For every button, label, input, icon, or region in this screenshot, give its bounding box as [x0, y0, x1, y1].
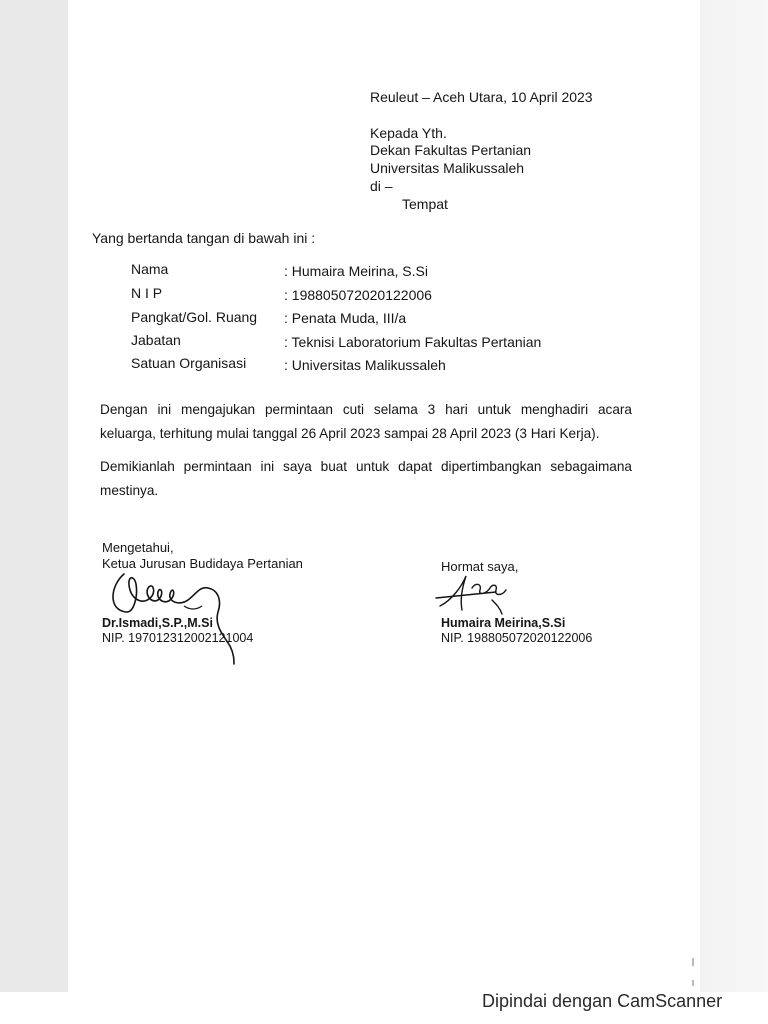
signer-title: Ketua Jurusan Budidaya Pertanian: [102, 556, 303, 571]
addressee-line: di –: [370, 178, 393, 194]
signature-right: [432, 570, 512, 618]
field-value: : Universitas Malikussaleh: [284, 357, 446, 373]
closing-greeting: Hormat saya,: [441, 559, 519, 574]
field-label: Jabatan: [131, 332, 181, 348]
place-date: Reuleut – Aceh Utara, 10 April 2023: [370, 89, 593, 105]
paragraph-line: Dengan ini mengajukan permintaan cuti selama 3 hari untuk menghadiri acara: [100, 402, 632, 417]
paragraph-line: mestinya.: [100, 483, 159, 498]
field-value: : 198805072020122006: [284, 287, 432, 303]
field-label: N I P: [131, 285, 163, 301]
field-value: : Humaira Meirina, S.Si: [284, 263, 428, 279]
scan-mark: [692, 958, 694, 966]
field-value: : Penata Muda, III/a: [284, 310, 407, 326]
scan-mark: [692, 980, 694, 986]
field-label: Pangkat/Gol. Ruang: [131, 309, 258, 325]
field-value: : Teknisi Laboratorium Fakultas Pertanian: [284, 334, 542, 350]
signer-nip: NIP. 198805072020122006: [441, 631, 593, 645]
intro-text: Yang bertanda tangan di bawah ini :: [92, 230, 316, 246]
request-paragraph-end: [100, 422, 632, 446]
acknowledged-label: Mengetahui,: [102, 540, 174, 555]
paragraph-line: keluarga, terhitung mulai tanggal 26 April 2023 sampai 28 April 2023 (3 Hari Kerja).: [100, 426, 600, 441]
closing-paragraph: [100, 455, 632, 479]
paragraph-line: Demikianlah permintaan ini saya buat untuk dapat dipertimbangkan sebagaimana: [100, 459, 632, 474]
closing-paragraph-end: [100, 479, 632, 503]
signer-name: Humaira Meirina,S.Si: [441, 616, 566, 630]
signer-name: Dr.Ismadi,S.P.,M.Si: [102, 616, 213, 630]
addressee-line: Universitas Malikussaleh: [370, 160, 525, 176]
addressee-line: Tempat: [402, 196, 448, 212]
addressee-line: Dekan Fakultas Pertanian: [370, 142, 532, 158]
request-paragraph: [100, 398, 632, 422]
addressee-line: Kepada Yth.: [370, 125, 447, 141]
camscanner-footer: Dipindai dengan CamScanner: [482, 991, 723, 1011]
field-label: Satuan Organisasi: [131, 355, 247, 371]
signer-nip: NIP. 197012312002121004: [102, 631, 254, 645]
field-label: Nama: [131, 261, 169, 277]
scan-margin: [700, 0, 768, 992]
